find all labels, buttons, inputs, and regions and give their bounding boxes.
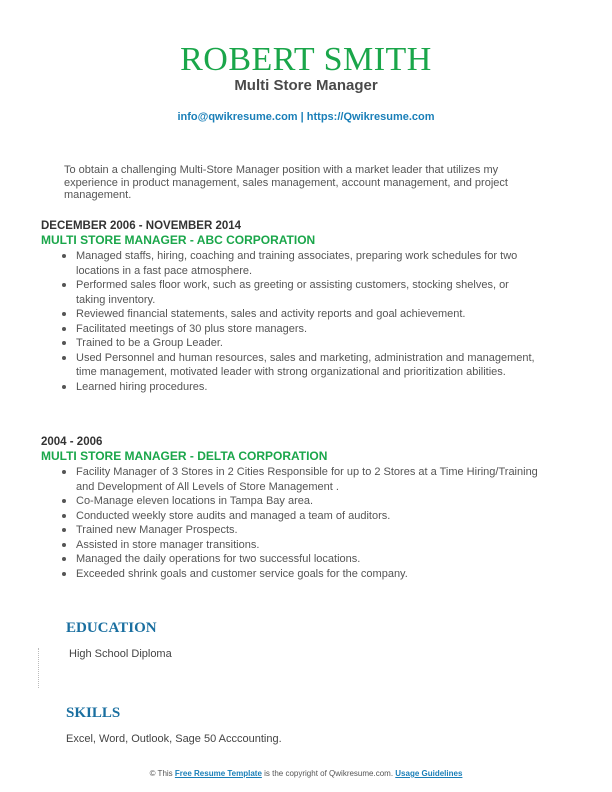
usage-guidelines-link[interactable]: Usage Guidelines bbox=[395, 769, 463, 778]
education-text: High School Diploma bbox=[69, 648, 172, 660]
job-title: Multi Store Manager bbox=[234, 77, 378, 94]
bullet-item: Exceeded shrink goals and customer service goals for the company. bbox=[76, 567, 541, 582]
bullet-item: Co-Manage eleven locations in Tampa Bay area. bbox=[76, 494, 541, 509]
bullet-item: Performed sales floor work, such as greeting or assisting customers, stocking shelves, or taking inventory. bbox=[76, 278, 541, 307]
bullet-item: Managed staffs, hiring, coaching and training associates, preparing work schedules for two locations in a fast pace atmosphere. bbox=[76, 249, 541, 278]
footer-prefix: © This bbox=[149, 769, 175, 778]
contact-separator: | bbox=[297, 111, 307, 123]
skills-heading: SKILLS bbox=[66, 705, 121, 721]
education-heading: EDUCATION bbox=[66, 620, 157, 636]
bullet-item: Assisted in store manager transitions. bbox=[76, 538, 541, 553]
website-link[interactable]: https://Qwikresume.com bbox=[306, 111, 435, 123]
bullet-item: Managed the daily operations for two successful locations. bbox=[76, 552, 541, 567]
contact-line bbox=[0, 111, 612, 123]
experience-bullets bbox=[41, 249, 541, 394]
summary-text: To obtain a challenging Multi-Store Manager position with a market leader that utilizes my experience in product management, sales management, account management, and project management. bbox=[64, 164, 508, 201]
experience-role: MULTI STORE MANAGER - DELTA CORPORATION bbox=[41, 449, 328, 463]
footer-middle: is the copyright of Qwikresume.com. bbox=[261, 769, 396, 778]
candidate-name: ROBERT SMITH bbox=[180, 41, 432, 78]
experience-entry bbox=[41, 436, 541, 581]
bullet-item: Facilitated meetings of 30 plus store managers. bbox=[76, 322, 541, 337]
footer bbox=[0, 769, 612, 778]
education-divider bbox=[38, 648, 40, 688]
experience-dates: DECEMBER 2006 - NOVEMBER 2014 bbox=[41, 220, 242, 232]
experience-dates: 2004 - 2006 bbox=[41, 436, 103, 448]
experience-entry bbox=[41, 220, 541, 394]
bullet-item: Conducted weekly store audits and managed a team of auditors. bbox=[76, 509, 541, 524]
bullet-item: Trained new Manager Prospects. bbox=[76, 523, 541, 538]
bullet-item: Used Personnel and human resources, sales and marketing, administration and management, time management, motivated leader with strong organizational and prioritization abilities. bbox=[76, 351, 541, 380]
experience-bullets bbox=[41, 465, 541, 581]
email-link[interactable]: info@qwikresume.com bbox=[177, 111, 298, 123]
bullet-item: Trained to be a Group Leader. bbox=[76, 336, 541, 351]
free-resume-template-link[interactable]: Free Resume Template bbox=[174, 769, 262, 778]
bullet-item: Facility Manager of 3 Stores in 2 Cities Responsible for up to 2 Stores at a Time Hiring/Training and Development of All Levels of Store Management . bbox=[76, 465, 541, 494]
bullet-item: Reviewed financial statements, sales and activity reports and goal achievement. bbox=[76, 307, 541, 322]
skills-text: Excel, Word, Outlook, Sage 50 Acccounting. bbox=[66, 733, 282, 745]
experience-role: MULTI STORE MANAGER - ABC CORPORATION bbox=[41, 233, 316, 247]
bullet-item: Learned hiring procedures. bbox=[76, 380, 541, 395]
